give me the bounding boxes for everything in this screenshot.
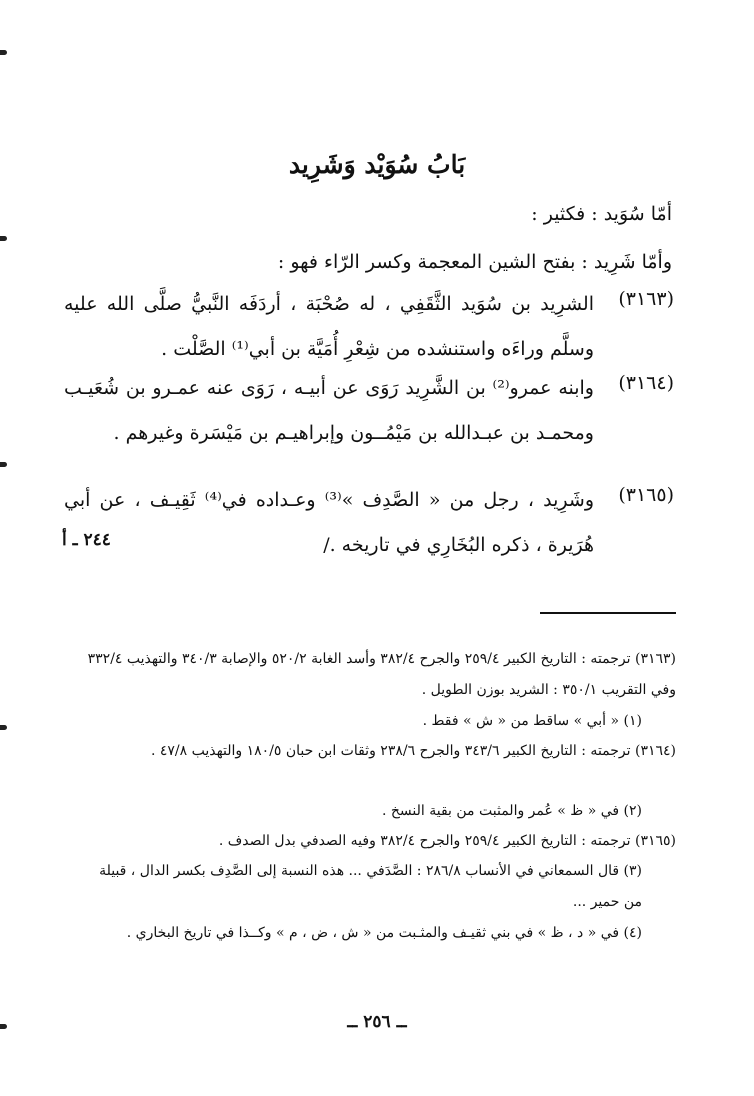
binding-mark [0,725,7,730]
footnote: (٣١٦٤) ترجمته : التاريخ الكبير ٣٤٣/٦ والجرح ٢٣٨/٦ وثقات ابن حبان ١٨٠/٥ والتهذيب ٤٧/٨ . [150,743,676,759]
intro-line: وأمّا شَرِيد : بفتح الشين المعجمة وكسر الرّاء فهو : [277,251,672,273]
entry-text: وابنه عمرو⁽²⁾ بن الشَّرِيد رَوَى عن أبيـه ، رَوَى عنه عمـرو بن شُعَيـب ومحمـد بن عبـدالله بن مَيْمُــون وإبراهيـم بن مَيْسَرة وغيرهم . [64,377,594,444]
entry-text: وشَرِيد ، رجل من « الصَّدِف »⁽³⁾ وعـداده في⁽⁴⁾ ثَقِيـف ، عن أبي هُرَيرة ، ذكره البُخَارِي في تاريخه ./ [64,489,595,556]
entry-number: (٣١٦٣) [618,288,674,310]
folio-mark: ٢٤٤ ـ أ [62,530,111,550]
footnote: (١) « أبي » ساقط من « ش » فقط . [422,713,642,729]
footnote: (٢) في « ظ » عُمر والمثبت من بقية النسخ . [381,803,642,819]
binding-mark [0,236,7,241]
binding-mark [0,462,7,467]
intro-line: أمّا سُوَيد : فكثير : [531,203,672,225]
entry-number: (٣١٦٤) [618,372,674,394]
page-number: ــ ٢٥٦ ــ [347,1012,407,1032]
footnote-separator [540,612,676,614]
entry-number: (٣١٦٥) [618,484,674,506]
binding-mark [0,50,7,55]
footnote: (٤) في « د ، ظ » في بني ثقيـف والمثـبت من « ش ، ض ، م » وكــذا في تاريخ البخاري . [126,925,642,941]
footnote: (٣١٦٣) ترجمته : التاريخ الكبير ٢٥٩/٤ والجرح ٣٨٢/٤ وأسد الغابة ٥٢٠/٢ والإصابة ٣٤٠/٣ والتهذيب ٣٣٢/٤ وفي التقريب ٣٥٠/١ : الشريد بوزن الطويل . [87,651,676,698]
footnote: (٣) قال السمعاني في الأنساب ٢٨٦/٨ : الصَّدَفي ... هذه النسبة إلى الصَّدِف بكسر الدال ، قبيلة من حمير ... [99,863,642,910]
entry-text: الشرِيد بن سُوَيد الثَّقَفِي ، له صُحْبَة ، أردَفَه النَّبيُّ صلَّى الله عليه وسلَّم وراءَه واستنشده من شِعْرِ أُمَيَّة بن أبي⁽¹⁾ الصَّلْت . [64,293,594,360]
footnote: (٣١٦٥) ترجمته : التاريخ الكبير ٢٥٩/٤ والجرح ٣٨٢/٤ وفيه الصدفي بدل الصدف . [218,833,676,849]
chapter-title: بَابُ سُوَيْد وَشَرِيد [288,150,466,179]
